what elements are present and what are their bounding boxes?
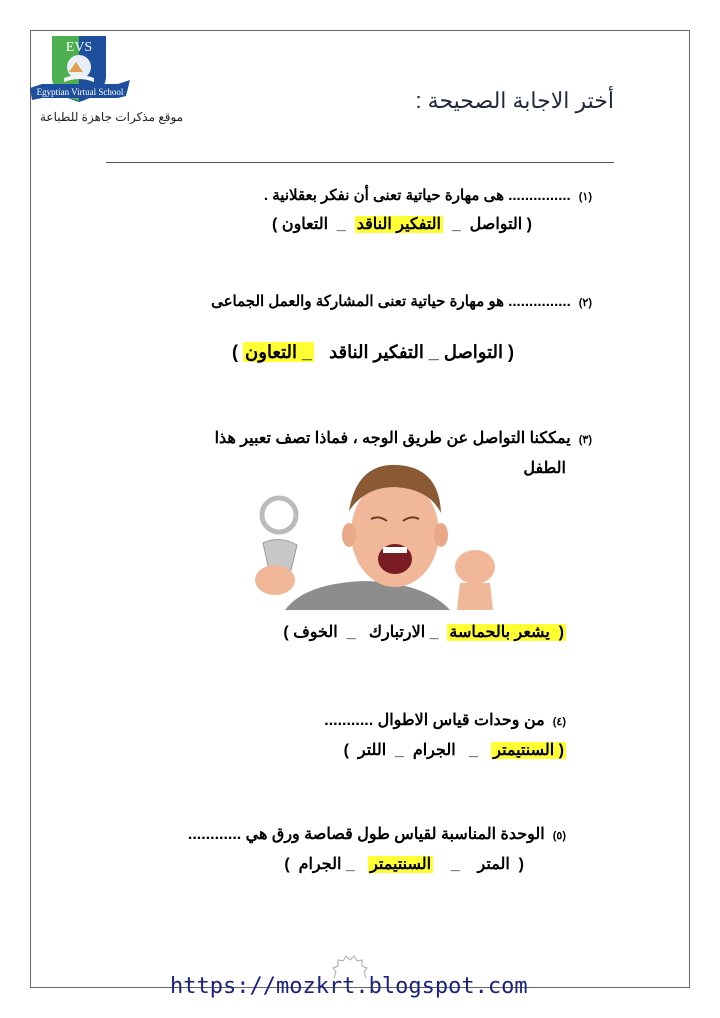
option: التفكير الناقد — [329, 342, 424, 362]
question-number: (٤) — [552, 716, 566, 728]
question-text: يمككنا التواصل عن طريق الوجه ، فماذا تصف تعبير هذا — [214, 430, 571, 447]
option: التعاون — [281, 216, 329, 233]
question-3-options: ( يشعر بالحماسة _ الارتبارك _ الخوف ) — [283, 624, 564, 641]
svg-text:Egyptian Virtual School: Egyptian Virtual School — [36, 87, 124, 97]
option: التواصل — [443, 342, 503, 362]
question-4-options: ( السنتيمتر _ الجرام _ اللتر ) — [343, 742, 564, 759]
title-divider — [106, 162, 614, 163]
question-number: (٥) — [552, 830, 566, 842]
option: الارتبارك — [368, 624, 426, 641]
option: الجرام — [412, 742, 456, 759]
question-3-line-2: الطفل — [523, 460, 566, 477]
question-text: من وحدات قياس الاطوال ........... — [324, 712, 545, 729]
option-highlighted: ( يشعر بالحماسة — [449, 624, 564, 641]
svg-text:EVS: EVS — [65, 40, 93, 55]
question-number: (١) — [578, 191, 592, 203]
question-text: الوحدة المناسبة لقياس طول قصاصة ورق هي ............ — [187, 826, 545, 843]
question-2 — [211, 292, 592, 310]
question-text: ............... هى مهارة حياتية تعنى أن نفكر بعقلانية . — [263, 187, 571, 204]
option: اللتر — [357, 742, 387, 759]
option-highlighted: ( السنتيمتر — [493, 742, 564, 759]
logo-caption: موقع مذكرات جاهزة للطباعة — [40, 110, 184, 124]
question-5 — [188, 824, 566, 844]
evs-logo — [28, 32, 132, 108]
question-1 — [264, 186, 592, 204]
question-number: (٣) — [578, 434, 592, 446]
question-5-options: ( المتر _ السنتيمتر _ الجرام ) — [284, 856, 524, 873]
option-highlighted: السنتيمتر — [370, 856, 432, 873]
footer-url-link[interactable]: https://mozkrt.blogspot.com — [170, 974, 528, 999]
question-3 — [215, 428, 592, 448]
option-highlighted: التفكير الناقد — [356, 216, 441, 233]
child-trophy-image-icon — [245, 455, 495, 610]
option: الخوف — [293, 624, 338, 641]
page-title: أختر الاجابة الصحيحة : — [415, 88, 614, 113]
child-excited-photo — [245, 455, 495, 610]
option: الجرام — [298, 856, 342, 873]
option-highlighted: _ التعاون — [245, 342, 313, 362]
question-2-options: ( التواصل _ التفكير الناقد _ التعاون ) — [232, 342, 514, 362]
option: التواصل — [469, 216, 523, 233]
question-text: ............... هو مهارة حياتية تعنى المشاركة والعمل الجماعى — [211, 293, 571, 310]
question-1-options: ( التواصل _ التفكير الناقد _ التعاون ) — [272, 216, 532, 233]
school-shield-icon — [28, 32, 132, 108]
question-4 — [324, 710, 566, 730]
option: المتر — [477, 856, 510, 873]
question-number: (٢) — [578, 297, 592, 309]
